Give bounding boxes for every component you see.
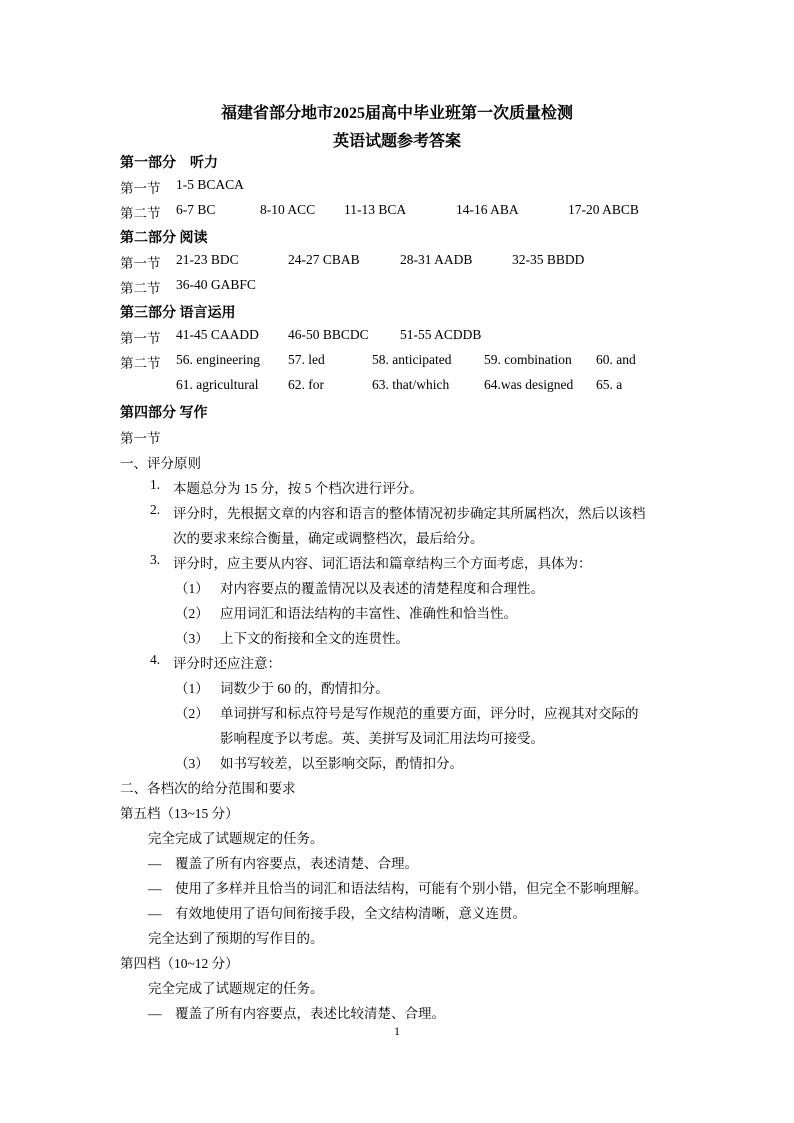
answer-group: 21-23 BDC xyxy=(176,252,239,267)
part4-s1-label: 第一节 xyxy=(120,431,161,446)
answer-item: 59. combination xyxy=(484,352,572,367)
answer-item: 65. a xyxy=(596,377,623,392)
answer-group: 46-50 BBCDC xyxy=(288,327,369,342)
part3-s2-label: 第二节 xyxy=(120,356,161,371)
list-text: 评分时，应主要从内容、词汇语法和篇章结构三个方面考虑，具体为： xyxy=(173,556,592,571)
sub-number: （3） xyxy=(175,631,209,646)
sub-number: （3） xyxy=(175,756,209,771)
sub-text: 词数少于 60 的，酌情扣分。 xyxy=(220,681,389,696)
list-text: 本题总分为 15 分，按 5 个档次进行评分。 xyxy=(173,481,423,496)
grade4-label: 第四档（10~12 分） xyxy=(120,956,239,971)
part2-heading: 第二部分 阅读 xyxy=(120,231,208,246)
sub-text: 影响程度予以考虑。英、美拼写及词汇用法均可接受。 xyxy=(220,731,544,746)
list-text: 次的要求来综合衡量，确定或调整档次，最后给分。 xyxy=(173,531,484,546)
sub-number: （2） xyxy=(175,706,209,721)
document-title: 福建省部分地市2025届高中毕业班第一次质量检测 xyxy=(220,105,573,122)
answer-group: 32-35 BBDD xyxy=(512,252,585,267)
answer-item: 64.was designed xyxy=(484,377,574,392)
grade-text: 完全完成了试题规定的任务。 xyxy=(148,831,324,846)
answer-item: 56. engineering xyxy=(176,352,260,367)
grade-text: 完全完成了试题规定的任务。 xyxy=(148,981,324,996)
part3-heading: 第三部分 语言运用 xyxy=(120,306,236,321)
sub-text: 应用词汇和语法结构的丰富性、准确性和恰当性。 xyxy=(220,606,517,621)
part1-heading: 第一部分 听力 xyxy=(120,156,218,171)
answer-group: 24-27 CBAB xyxy=(288,252,360,267)
sub-text: 对内容要点的覆盖情况以及表述的清楚程度和合理性。 xyxy=(220,581,544,596)
grade-item: — 有效地使用了语句间衔接手段，全文结构清晰，意义连贯。 xyxy=(148,906,526,921)
part4-heading: 第四部分 写作 xyxy=(120,406,208,421)
part1-s2-label: 第二节 xyxy=(120,206,161,221)
answer-group: 14-16 ABA xyxy=(456,202,519,217)
answer-group: 1-5 BCACA xyxy=(176,177,244,192)
answer-item: 61. agricultural xyxy=(176,377,259,392)
sub-text: 如书写较差，以至影响交际，酌情扣分。 xyxy=(220,756,463,771)
sub-text: 上下文的衔接和全文的连贯性。 xyxy=(220,631,409,646)
sub-number: （2） xyxy=(175,606,209,621)
grade5-label: 第五档（13~15 分） xyxy=(120,806,239,821)
list-number: 1. xyxy=(150,477,161,492)
answer-group: 36-40 GABFC xyxy=(176,277,256,292)
grade-text: 完全达到了预期的写作目的。 xyxy=(148,931,324,946)
principles-heading: 一、评分原则 xyxy=(120,456,201,471)
grades-heading: 二、各档次的给分范围和要求 xyxy=(120,781,296,796)
sub-number: （1） xyxy=(175,681,209,696)
list-text: 评分时还应注意： xyxy=(173,656,281,671)
part2-s1-label: 第一节 xyxy=(120,256,161,271)
list-number: 2. xyxy=(150,502,161,517)
list-number: 4. xyxy=(150,652,161,667)
grade-item: — 使用了多样并且恰当的词汇和语法结构，可能有个别小错，但完全不影响理解。 xyxy=(148,881,648,896)
answer-group: 28-31 AADB xyxy=(400,252,473,267)
part2-s2-label: 第二节 xyxy=(120,281,161,296)
page-number: 1 xyxy=(394,1024,400,1038)
grade-item: — 覆盖了所有内容要点，表述清楚、合理。 xyxy=(148,856,418,871)
answer-group: 11-13 BCA xyxy=(344,202,407,217)
list-number: 3. xyxy=(150,552,161,567)
part1-s1-label: 第一节 xyxy=(120,181,161,196)
answer-group: 8-10 ACC xyxy=(260,202,316,217)
list-text: 评分时，先根据文章的内容和语言的整体情况初步确定其所属档次，然后以该档 xyxy=(173,506,646,521)
grade-item: — 覆盖了所有内容要点，表述比较清楚、合理。 xyxy=(148,1006,445,1021)
answer-item: 57. led xyxy=(288,352,325,367)
answer-group: 41-45 CAADD xyxy=(176,327,259,342)
sub-number: （1） xyxy=(175,581,209,596)
part3-s1-label: 第一节 xyxy=(120,331,161,346)
answer-item: 62. for xyxy=(288,377,324,392)
answer-group: 17-20 ABCB xyxy=(568,202,639,217)
answer-item: 60. and xyxy=(596,352,636,367)
sub-text: 单词拼写和标点符号是写作规范的重要方面，评分时，应视其对交际的 xyxy=(220,706,639,721)
answer-item: 63. that/which xyxy=(372,377,450,392)
answer-group: 51-55 ACDDB xyxy=(400,327,482,342)
answer-group: 6-7 BC xyxy=(176,202,216,217)
document-subtitle: 英语试题参考答案 xyxy=(332,133,461,150)
answer-item: 58. anticipated xyxy=(372,352,452,367)
